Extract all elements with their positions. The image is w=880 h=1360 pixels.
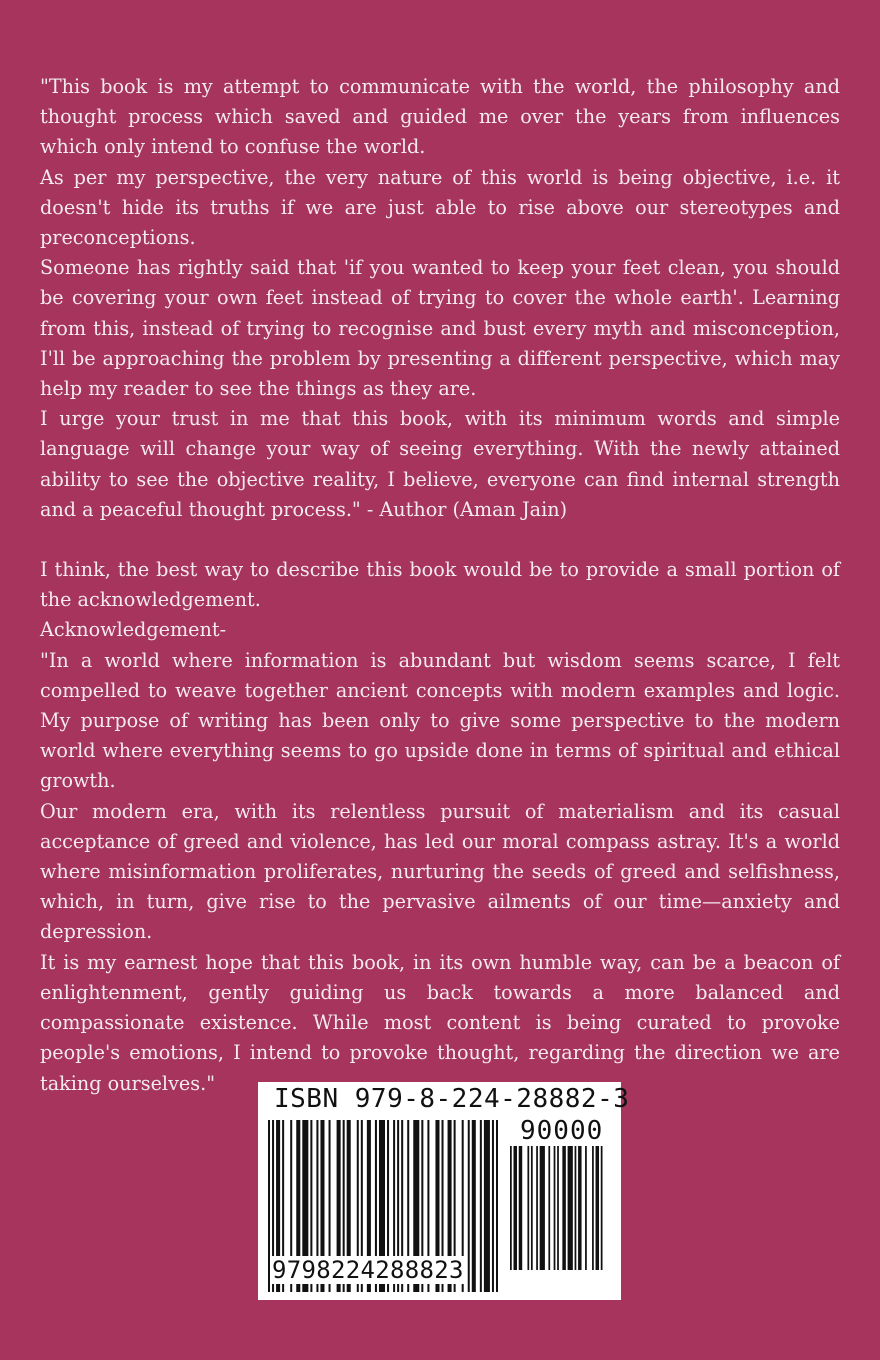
barcode-bar	[480, 1120, 482, 1292]
blurb-paragraph: As per my perspective, the very nature of this world is being objective, i.e. it doesn't hide its truths if we are just able to rise above our stereotypes and preconceptions.	[40, 165, 840, 250]
barcode-bar	[496, 1120, 498, 1292]
barcode-bar	[562, 1146, 565, 1270]
barcode-bar	[540, 1146, 545, 1270]
barcode-bar	[575, 1146, 577, 1270]
addon-barcode-bars	[510, 1146, 606, 1270]
barcode-bar	[592, 1146, 594, 1270]
barcode-bar	[554, 1146, 556, 1270]
barcode-bar	[484, 1120, 490, 1292]
barcode-bar	[492, 1120, 494, 1292]
blurb-paragraph: Someone has rightly said that 'if you wanted to keep your feet clean, you should be covering your own feet instead of trying to cover the whole earth'. Learning from this, instead of trying to recognise and bust every myth and misconception, I'll be approaching the problem by presenting a different perspective, which may help my reader to see the things as they are.	[40, 256, 840, 401]
blurb-text	[40, 72, 840, 1099]
price-code: 90000	[520, 1116, 604, 1146]
barcode-bar	[601, 1146, 603, 1270]
ean-digits: 9798224288823	[272, 1256, 464, 1284]
acknowledgement-heading: Acknowledgement-	[40, 618, 227, 642]
barcode-bar	[568, 1146, 573, 1270]
blurb-paragraph: I urge your trust in me that this book, with its minimum words and simple language will change your way of seeing everything. With the newly attained ability to see the objective reality, I believe, everyone can find internal strength and a peaceful thought process." - Author (Aman Jain)	[40, 407, 840, 521]
blurb-paragraph: "In a world where information is abundant but wisdom seems scarce, I felt compelled to weave together ancient concepts with modern examples and logic. My purpose of writing has been only to give some perspective to the modern world where everything seems to go upside done in terms of spiritual and ethical growth.	[40, 648, 840, 793]
blurb-paragraph: Our modern era, with its relentless pursuit of materialism and its casual acceptance of greed and violence, has led our moral compass astray. It's a world where misinformation proliferates, nurturing the seeds of greed and selfishness, which, in turn, give rise to the pervasive ailments of our time—anxiety and depression.	[40, 799, 840, 944]
barcode-bar	[519, 1146, 522, 1270]
barcode-bar	[513, 1146, 516, 1270]
blurb-paragraph: "This book is my attempt to communicate with the world, the philosophy and thought process which saved and guided me over the years from influences which only intend to confuse the world.	[40, 75, 840, 159]
barcode-bar	[527, 1146, 529, 1270]
barcode-bar	[578, 1146, 581, 1270]
barcode-bar	[536, 1146, 538, 1270]
blurb-paragraph: I think, the best way to describe this book would be to provide a small portion of the acknowledgement.	[40, 558, 840, 612]
barcode-bar	[585, 1146, 587, 1270]
barcode-bar	[472, 1120, 476, 1292]
barcode-bar	[548, 1146, 550, 1270]
isbn-label: ISBN 979-8-224-28882-3	[274, 1084, 630, 1114]
paragraph-gap	[40, 525, 840, 555]
barcode-bar	[510, 1146, 512, 1270]
blurb-paragraph: It is my earnest hope that this book, in its own humble way, can be a beacon of enlightenment, gently guiding us back towards a more balanced and compassionate existence. While most content is being curated to provoke people's emotions, I intend to provoke thought, regarding the direction we are taking ourselves."	[40, 950, 840, 1095]
barcode-bar	[468, 1120, 470, 1292]
barcode-bar	[557, 1146, 559, 1270]
barcode-bar	[596, 1146, 599, 1270]
barcode-bar	[531, 1146, 533, 1270]
isbn-barcode	[258, 1082, 630, 1300]
